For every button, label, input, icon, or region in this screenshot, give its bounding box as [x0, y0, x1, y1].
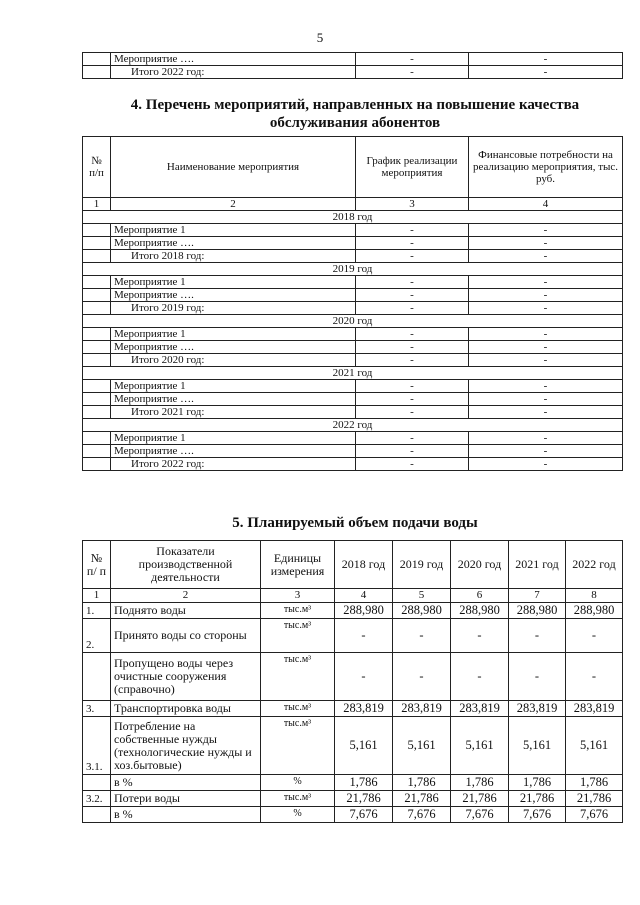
continuation-table: [82, 52, 623, 79]
row-unit: тыс.м³: [261, 701, 335, 717]
row-graph: -: [356, 289, 469, 302]
row-graph: -: [356, 458, 469, 471]
table-row: [83, 302, 623, 315]
row-value: 21,786: [509, 791, 566, 807]
header-graph: График реализации мероприятия: [356, 137, 469, 198]
column-number: 8: [566, 589, 623, 603]
row-value: -: [509, 619, 566, 653]
row-graph: -: [356, 432, 469, 445]
year-row: [83, 211, 623, 224]
row-unit: тыс.м³: [261, 619, 335, 653]
page-number: 5: [316, 30, 324, 45]
row-fin: -: [469, 432, 623, 445]
row-num-cell: [83, 432, 111, 445]
row-num-cell: [83, 66, 111, 79]
row-value: 5,161: [509, 717, 566, 775]
row-value: 1,786: [451, 775, 509, 791]
row-value: 7,676: [509, 807, 566, 823]
table-row: [83, 250, 623, 263]
row-name: Итого 2018 год:: [111, 250, 356, 263]
header-year: 2021 год: [509, 541, 566, 589]
row-unit: тыс.м³: [261, 791, 335, 807]
row-unit: тыс.м³: [261, 603, 335, 619]
row-num: 3.1.: [83, 717, 111, 775]
row-value: -: [566, 653, 623, 701]
row-name: Мероприятие 1: [111, 380, 356, 393]
row-graph: -: [356, 66, 469, 79]
section5-table: [82, 540, 623, 823]
row-fin: -: [469, 224, 623, 237]
row-fin: -: [469, 354, 623, 367]
table-row: [83, 354, 623, 367]
row-num: [83, 775, 111, 791]
year-label: 2019 год: [83, 263, 623, 276]
row-value: -: [566, 619, 623, 653]
section4-title-line2: обслуживания абонентов: [269, 115, 441, 131]
table-row: [83, 458, 623, 471]
year-row: [83, 419, 623, 432]
column-number: 6: [451, 589, 509, 603]
row-value: 7,676: [451, 807, 509, 823]
row-value: -: [393, 653, 451, 701]
row-value: 5,161: [566, 717, 623, 775]
row-unit: тыс.м³: [261, 717, 335, 775]
year-row: [83, 315, 623, 328]
row-value: 1,786: [393, 775, 451, 791]
row-value: 283,819: [566, 701, 623, 717]
row-value: 283,819: [393, 701, 451, 717]
row-num-cell: [83, 302, 111, 315]
row-graph: -: [356, 406, 469, 419]
row-num: 3.: [83, 701, 111, 717]
row-value: 5,161: [451, 717, 509, 775]
year-label: 2022 год: [83, 419, 623, 432]
row-graph: -: [356, 354, 469, 367]
row-value: 7,676: [335, 807, 393, 823]
row-name: Мероприятие 1: [111, 432, 356, 445]
column-number: 4: [335, 589, 393, 603]
row-fin: -: [469, 406, 623, 419]
table-row: [83, 289, 623, 302]
row-value: -: [335, 653, 393, 701]
row-name: Мероприятие ….: [111, 341, 356, 354]
row-fin: -: [469, 393, 623, 406]
header-name: Наименование мероприятия: [111, 137, 356, 198]
table-row: [83, 393, 623, 406]
table-row: [83, 432, 623, 445]
table-row: [83, 380, 623, 393]
row-graph: -: [356, 328, 469, 341]
row-num-cell: [83, 406, 111, 419]
section4-table: [82, 136, 623, 471]
row-value: 288,980: [393, 603, 451, 619]
row-value: -: [335, 619, 393, 653]
year-row: [83, 263, 623, 276]
table-row: [83, 603, 623, 619]
year-label: 2020 год: [83, 315, 623, 328]
row-name: Итого 2022 год:: [111, 66, 356, 79]
column-number: 3: [356, 198, 469, 211]
row-fin: -: [469, 276, 623, 289]
row-num: [83, 653, 111, 701]
table-row: [83, 653, 623, 701]
table-row: [83, 276, 623, 289]
row-value: 1,786: [509, 775, 566, 791]
row-num-cell: [83, 393, 111, 406]
row-name: Итого 2022 год:: [111, 458, 356, 471]
row-num-cell: [83, 224, 111, 237]
row-value: 283,819: [509, 701, 566, 717]
table-row: [83, 66, 623, 79]
header-year: 2019 год: [393, 541, 451, 589]
row-num-cell: [83, 289, 111, 302]
section5-title: 5. Планируемый объем подачи воды: [232, 515, 478, 531]
table-row: [83, 237, 623, 250]
row-value: 283,819: [451, 701, 509, 717]
row-value: -: [509, 653, 566, 701]
year-row: [83, 367, 623, 380]
row-value: 283,819: [335, 701, 393, 717]
row-indicator: Потребление на собственные нужды (технологические нужды и хоз.бытовые): [111, 717, 261, 775]
row-name: Мероприятие 1: [111, 276, 356, 289]
header-year: 2020 год: [451, 541, 509, 589]
row-num: 2.: [83, 619, 111, 653]
row-graph: -: [356, 224, 469, 237]
row-num-cell: [83, 380, 111, 393]
column-number: 5: [393, 589, 451, 603]
row-num-cell: [83, 341, 111, 354]
row-graph: -: [356, 380, 469, 393]
column-number: 2: [111, 198, 356, 211]
row-name: Мероприятие ….: [111, 237, 356, 250]
column-number: 1: [83, 589, 111, 603]
row-num-cell: [83, 250, 111, 263]
table-row: [83, 328, 623, 341]
row-name: Мероприятие ….: [111, 393, 356, 406]
row-fin: -: [469, 289, 623, 302]
row-value: -: [393, 619, 451, 653]
header-fin: Финансовые потребности на реализацию мероприятия, тыс. руб.: [469, 137, 623, 198]
row-value: 21,786: [566, 791, 623, 807]
row-graph: -: [356, 276, 469, 289]
row-fin: -: [469, 237, 623, 250]
column-number: 2: [111, 589, 261, 603]
row-fin: -: [469, 380, 623, 393]
row-fin: -: [469, 302, 623, 315]
row-fin: -: [469, 66, 623, 79]
year-label: 2021 год: [83, 367, 623, 380]
row-indicator: Транспортировка воды: [111, 701, 261, 717]
row-graph: -: [356, 302, 469, 315]
row-value: 288,980: [335, 603, 393, 619]
row-num-cell: [83, 53, 111, 66]
row-name: Итого 2020 год:: [111, 354, 356, 367]
row-value: 1,786: [335, 775, 393, 791]
header-num: № п/п: [83, 137, 111, 198]
row-num-cell: [83, 354, 111, 367]
row-unit: %: [261, 775, 335, 791]
table-row: [83, 791, 623, 807]
table-row: [83, 807, 623, 823]
table-row: [83, 717, 623, 775]
row-value: 7,676: [566, 807, 623, 823]
row-name: Мероприятие ….: [111, 445, 356, 458]
row-fin: -: [469, 458, 623, 471]
row-value: 5,161: [393, 717, 451, 775]
row-value: 21,786: [451, 791, 509, 807]
column-number: 7: [509, 589, 566, 603]
column-number: 3: [261, 589, 335, 603]
row-value: 288,980: [509, 603, 566, 619]
row-num-cell: [83, 458, 111, 471]
row-graph: -: [356, 393, 469, 406]
row-graph: -: [356, 250, 469, 263]
row-indicator: в %: [111, 775, 261, 791]
header-unit: Единицы измерения: [261, 541, 335, 589]
row-value: -: [451, 653, 509, 701]
row-fin: -: [469, 328, 623, 341]
column-number: 1: [83, 198, 111, 211]
row-indicator: Потери воды: [111, 791, 261, 807]
row-graph: -: [356, 53, 469, 66]
row-name: Итого 2021 год:: [111, 406, 356, 419]
row-num-cell: [83, 276, 111, 289]
table-row: [83, 775, 623, 791]
row-num-cell: [83, 328, 111, 341]
row-num-cell: [83, 445, 111, 458]
section4-title-line1: 4. Перечень мероприятий, направленных на повышение качества: [130, 97, 580, 113]
table-row: [83, 701, 623, 717]
row-name: Мероприятие 1: [111, 224, 356, 237]
row-fin: -: [469, 53, 623, 66]
table-row: [83, 53, 623, 66]
row-name: Мероприятие ….: [111, 289, 356, 302]
row-value: -: [451, 619, 509, 653]
header-year: 2022 год: [566, 541, 623, 589]
header-indicator: Показатели производственной деятельности: [111, 541, 261, 589]
row-value: 288,980: [451, 603, 509, 619]
row-value: 7,676: [393, 807, 451, 823]
row-name: Мероприятие ….: [111, 53, 356, 66]
row-graph: -: [356, 341, 469, 354]
row-fin: -: [469, 250, 623, 263]
row-indicator: Поднято воды: [111, 603, 261, 619]
row-graph: -: [356, 237, 469, 250]
column-number: 4: [469, 198, 623, 211]
row-indicator: Пропущено воды через очистные сооружения (справочно): [111, 653, 261, 701]
section4-title: [90, 96, 620, 132]
row-value: 1,786: [566, 775, 623, 791]
row-value: 21,786: [335, 791, 393, 807]
row-graph: -: [356, 445, 469, 458]
table-row: [83, 619, 623, 653]
table-row: [83, 341, 623, 354]
row-num: [83, 807, 111, 823]
row-num-cell: [83, 237, 111, 250]
table-row: [83, 224, 623, 237]
row-num: 1.: [83, 603, 111, 619]
row-unit: тыс.м³: [261, 653, 335, 701]
year-label: 2018 год: [83, 211, 623, 224]
row-indicator: Принято воды со стороны: [111, 619, 261, 653]
table-row: [83, 406, 623, 419]
table-row: [83, 445, 623, 458]
row-value: 21,786: [393, 791, 451, 807]
row-indicator: в %: [111, 807, 261, 823]
row-value: 288,980: [566, 603, 623, 619]
row-fin: -: [469, 341, 623, 354]
row-num: 3.2.: [83, 791, 111, 807]
header-num: № п/ п: [83, 541, 111, 589]
row-name: Мероприятие 1: [111, 328, 356, 341]
row-fin: -: [469, 445, 623, 458]
row-name: Итого 2019 год:: [111, 302, 356, 315]
header-year: 2018 год: [335, 541, 393, 589]
row-value: 5,161: [335, 717, 393, 775]
row-unit: %: [261, 807, 335, 823]
